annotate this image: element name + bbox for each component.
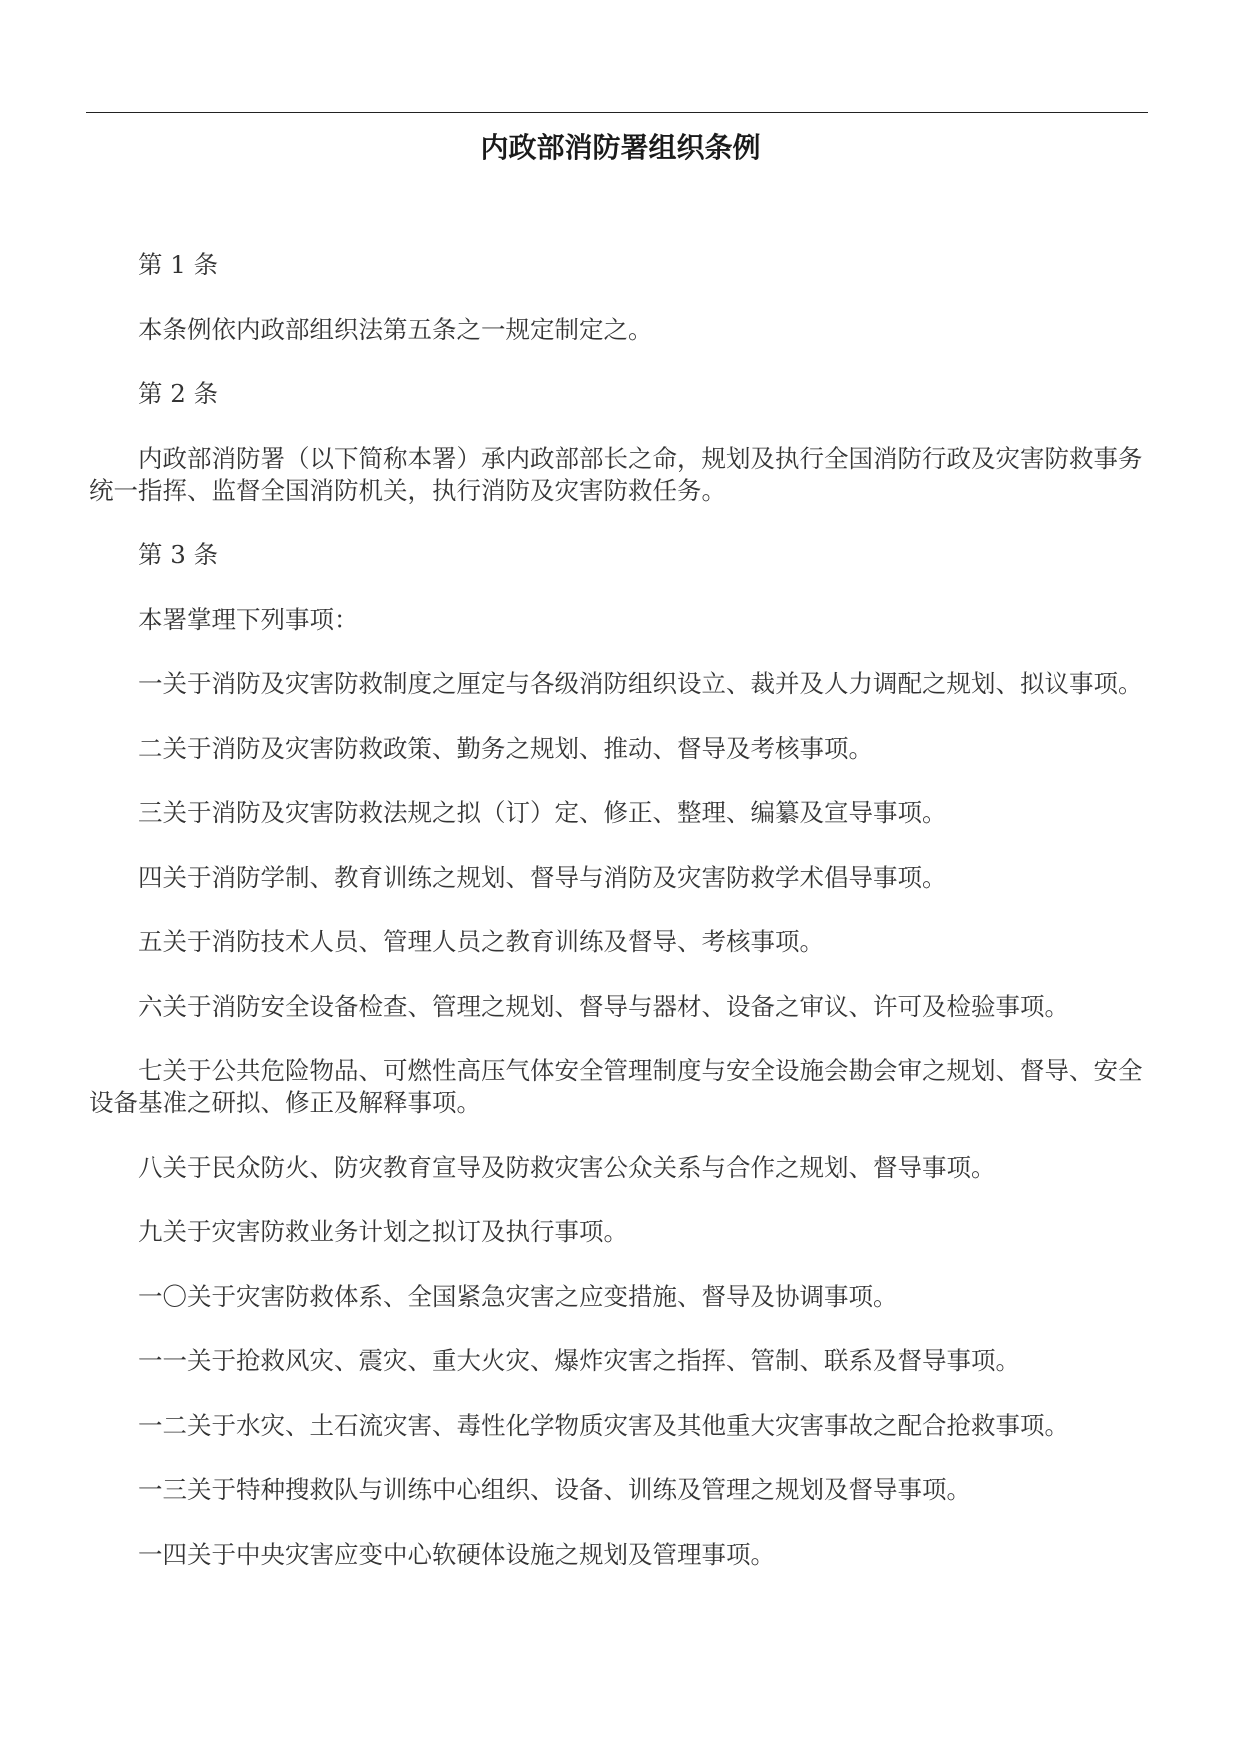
article-heading: 第 2 条 (138, 379, 219, 408)
article-item: 一四关于中央灾害应变中心软硬体设施之规划及管理事项。 (138, 1539, 775, 1569)
article-heading: 第 3 条 (138, 540, 219, 569)
article-paragraph: 本条例依内政部组织法第五条之一规定制定之。 (138, 314, 653, 344)
article-2 (89, 378, 1149, 507)
article-item: 一一关于抢救风灾、震灾、重大火灾、爆炸灾害之指挥、管制、联系及督导事项。 (138, 1346, 1020, 1375)
article-1 (89, 249, 1149, 346)
article-item: 七关于公共危险物品、可燃性高压气体安全管理制度与安全设施会勘会审之规划、督导、安全设备基准之研拟、修正及解释事项。 (89, 1056, 1143, 1117)
article-item: 一关于消防及灾害防救制度之厘定与各级消防组织设立、裁并及人力调配之规划、拟议事项。 (138, 669, 1143, 698)
article-heading: 第 1 条 (138, 250, 219, 279)
article-3 (89, 539, 1149, 1571)
article-item: 九关于灾害防救业务计划之拟订及执行事项。 (138, 1217, 628, 1246)
article-item: 一三关于特种搜救队与训练中心组织、设备、训练及管理之规划及督导事项。 (138, 1475, 971, 1504)
article-item: 一〇关于灾害防救体系、全国紧急灾害之应变措施、督导及协调事项。 (138, 1281, 898, 1311)
article-item: 八关于民众防火、防灾教育宣导及防救灾害公众关系与合作之规划、督导事项。 (138, 1152, 996, 1182)
article-item: 三关于消防及灾害防救法规之拟（订）定、修正、整理、编纂及宣导事项。 (138, 798, 947, 827)
article-item: 五关于消防技术人员、管理人员之教育训练及督导、考核事项。 (138, 927, 824, 956)
article-paragraph: 本署掌理下列事项： (138, 604, 359, 634)
article-item: 六关于消防安全设备检查、管理之规划、督导与器材、设备之审议、许可及检验事项。 (138, 991, 1069, 1021)
top-rule (86, 112, 1148, 113)
document-title: 内政部消防署组织条例 (480, 131, 761, 164)
article-item: 二关于消防及灾害防救政策、勤务之规划、推动、督导及考核事项。 (138, 733, 873, 763)
article-item: 一二关于水灾、土石流灾害、毒性化学物质灾害及其他重大灾害事故之配合抢救事项。 (138, 1410, 1069, 1440)
article-paragraph: 内政部消防署（以下简称本署）承内政部部长之命，规划及执行全国消防行政及灾害防救事务统一指挥、监督全国消防机关，执行消防及灾害防救任务。 (89, 443, 1143, 505)
article-item: 四关于消防学制、教育训练之规划、督导与消防及灾害防救学术倡导事项。 (138, 862, 947, 892)
document-body (89, 249, 1149, 1603)
